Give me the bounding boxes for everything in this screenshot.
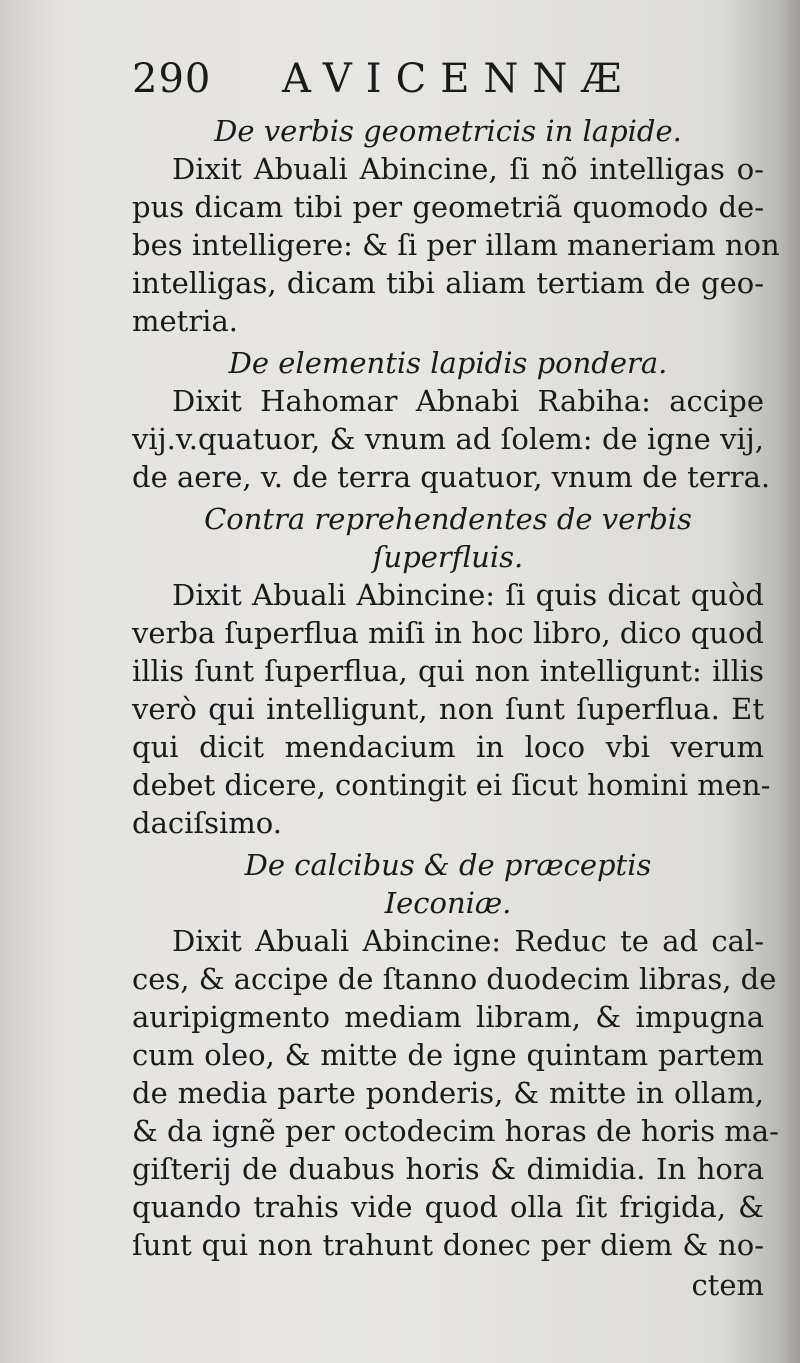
- paragraph: [132, 150, 780, 340]
- heading-line: De calcibus & de præceptis: [244, 848, 652, 882]
- text-line: ſunt qui non trahunt donec per diem & no-: [132, 1228, 764, 1262]
- text-line: vij.v.quatuor, & vnum ad ſolem: de igne vij,: [132, 422, 764, 456]
- text-line: Dixit Abuali Abincine: ſi quis dicat quòd: [172, 578, 764, 612]
- text-line: giſterij de duabus horis & dimidia. In hora: [132, 1152, 764, 1186]
- section-contra-reprehendentes: [132, 500, 771, 842]
- text-line: metria.: [132, 304, 238, 338]
- text-line: daciſsimo.: [132, 806, 282, 840]
- text-line: debet dicere, contingit ei ſicut homini men-: [132, 768, 771, 802]
- paragraph: [132, 382, 771, 496]
- text-line: de media parte ponderis, & mitte in ollam,: [132, 1076, 764, 1110]
- running-title: AVICENNÆ: [282, 56, 636, 102]
- text-line: ces, & accipe de ſtanno duodecim libras, de: [132, 962, 777, 996]
- section-heading: [132, 344, 764, 382]
- paragraph: [132, 922, 779, 1264]
- text-line: cum oleo, & mitte de igne quintam partem: [132, 1038, 764, 1072]
- text-line: illis ſunt ſuperflua, qui non intelligunt: illis: [132, 654, 764, 688]
- text-line: & da ignẽ per octodecim horas de horis ma-: [132, 1114, 779, 1148]
- text-line: verò qui intelligunt, non ſunt ſuperflua. Et: [132, 692, 764, 726]
- text-line: Dixit Abuali Abincine, ſi nõ intelligas o-: [172, 152, 764, 186]
- paragraph: [132, 576, 771, 842]
- heading-line: Contra reprehendentes de verbis: [204, 502, 692, 536]
- text-line: de aere, v. de terra quatuor, vnum de terra.: [132, 460, 771, 494]
- text-line: intelligas, dicam tibi aliam tertiam de geo-: [132, 266, 764, 300]
- text-line: Dixit Abuali Abincine: Reduc te ad cal-: [172, 924, 764, 958]
- text-line: verba ſuperflua miſi in hoc libro, dico quod: [132, 616, 764, 650]
- heading-line: De elementis lapidis pondera.: [228, 346, 668, 380]
- text-line: quando trahis vide quod olla ſit frigida, &: [132, 1190, 764, 1224]
- section-calcibus: [132, 846, 779, 1264]
- text-line: bes intelligere: & ſi per illam maneriam non: [132, 228, 780, 262]
- text-line: qui dicit mendacium in loco vbi verum: [132, 730, 764, 764]
- page-number: 290: [132, 56, 212, 102]
- section-heading: [132, 112, 764, 150]
- catchword: ctem: [691, 1268, 764, 1302]
- heading-line: Ieconiæ.: [384, 886, 512, 920]
- heading-line: ſuperfluis.: [372, 540, 524, 574]
- section-elementis-lapidis: [132, 344, 771, 496]
- text-line: auripigmento mediam libram, & impugna: [132, 1000, 764, 1034]
- page-content: [132, 52, 780, 1304]
- section-heading: [132, 500, 764, 576]
- heading-line: De verbis geometricis in lapide.: [214, 114, 682, 148]
- text-line: pus dicam tibi per geometriã quomodo de-: [132, 190, 764, 224]
- section-heading: [132, 846, 764, 922]
- page-header: [132, 52, 764, 108]
- text-line: Dixit Hahomar Abnabi Rabiha: accipe: [172, 384, 764, 418]
- section-verbis-geometricis: [132, 112, 780, 340]
